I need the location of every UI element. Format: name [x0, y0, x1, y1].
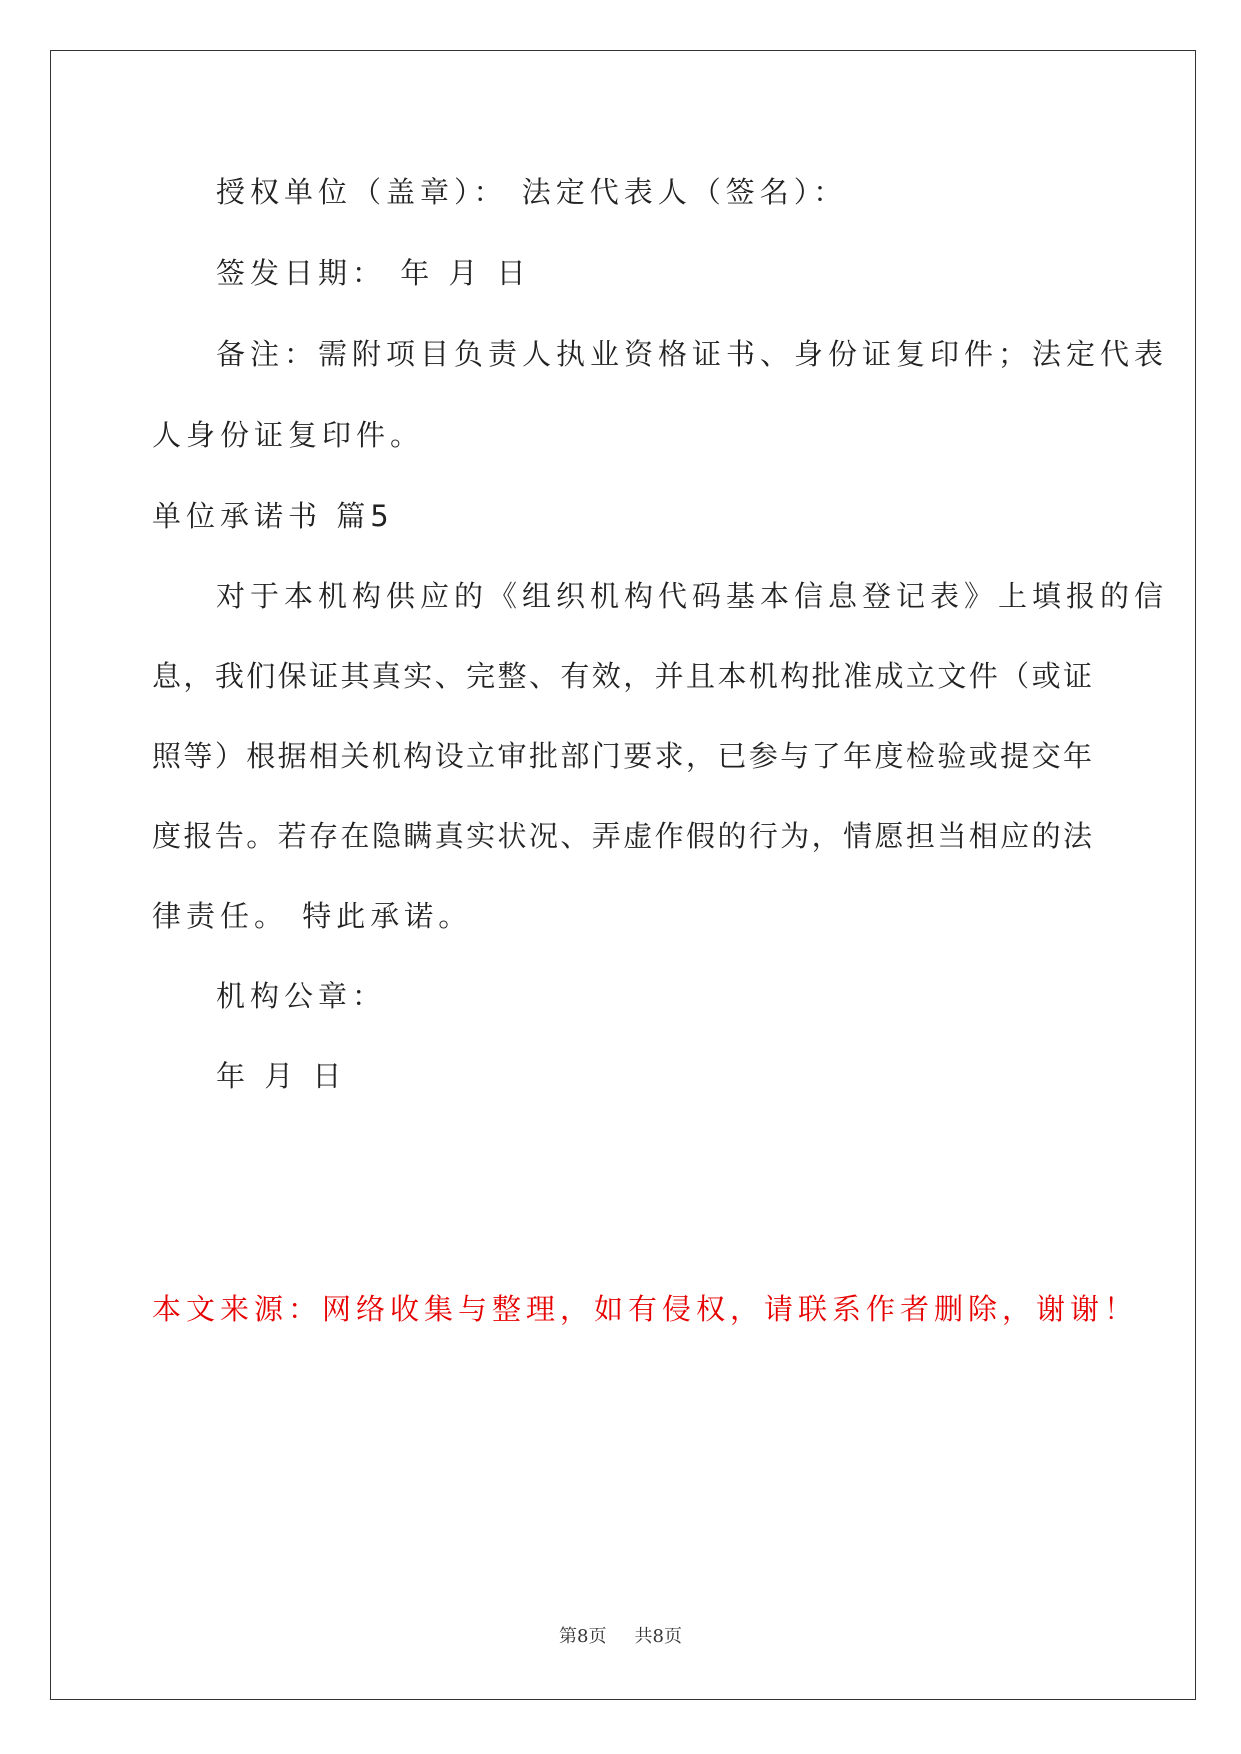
page-total: 共8页	[634, 1626, 682, 1647]
issue-date-line: 签发日期： 年 月 日	[216, 256, 531, 290]
paragraph-line-3: 照等）根据相关机构设立审批部门要求，已参与了年度检验或提交年	[152, 739, 1092, 773]
paragraph-line-4: 度报告。若存在隐瞒真实状况、弄虚作假的行为，情愿担当相应的法	[152, 819, 1092, 853]
page-number: 第8页	[559, 1626, 607, 1647]
date-line: 年 月 日	[216, 1059, 347, 1093]
section-heading: 单位承诺书 篇5	[152, 499, 394, 533]
authorization-signature-line: 授权单位（盖章）： 法定代表人（签名）：	[216, 175, 848, 209]
seal-line: 机构公章：	[216, 979, 387, 1013]
paragraph-line-1: 对于本机构供应的《组织机构代码基本信息登记表》上填报的信	[216, 579, 1169, 613]
remark-line-2: 人身份证复印件。	[152, 418, 425, 452]
paragraph-line-2: 息，我们保证其真实、完整、有效，并且本机构批准成立文件（或证	[152, 659, 1092, 693]
paragraph-line-5: 律责任。 特此承诺。	[152, 899, 473, 933]
remark-line-1: 备注：需附项目负责人执业资格证书、身份证复印件；法定代表	[216, 337, 1169, 371]
page-border	[50, 50, 1196, 1700]
source-notice: 本文来源：网络收集与整理，如有侵权，请联系作者删除，谢谢！	[152, 1292, 1139, 1326]
page-footer	[0, 1622, 1241, 1648]
